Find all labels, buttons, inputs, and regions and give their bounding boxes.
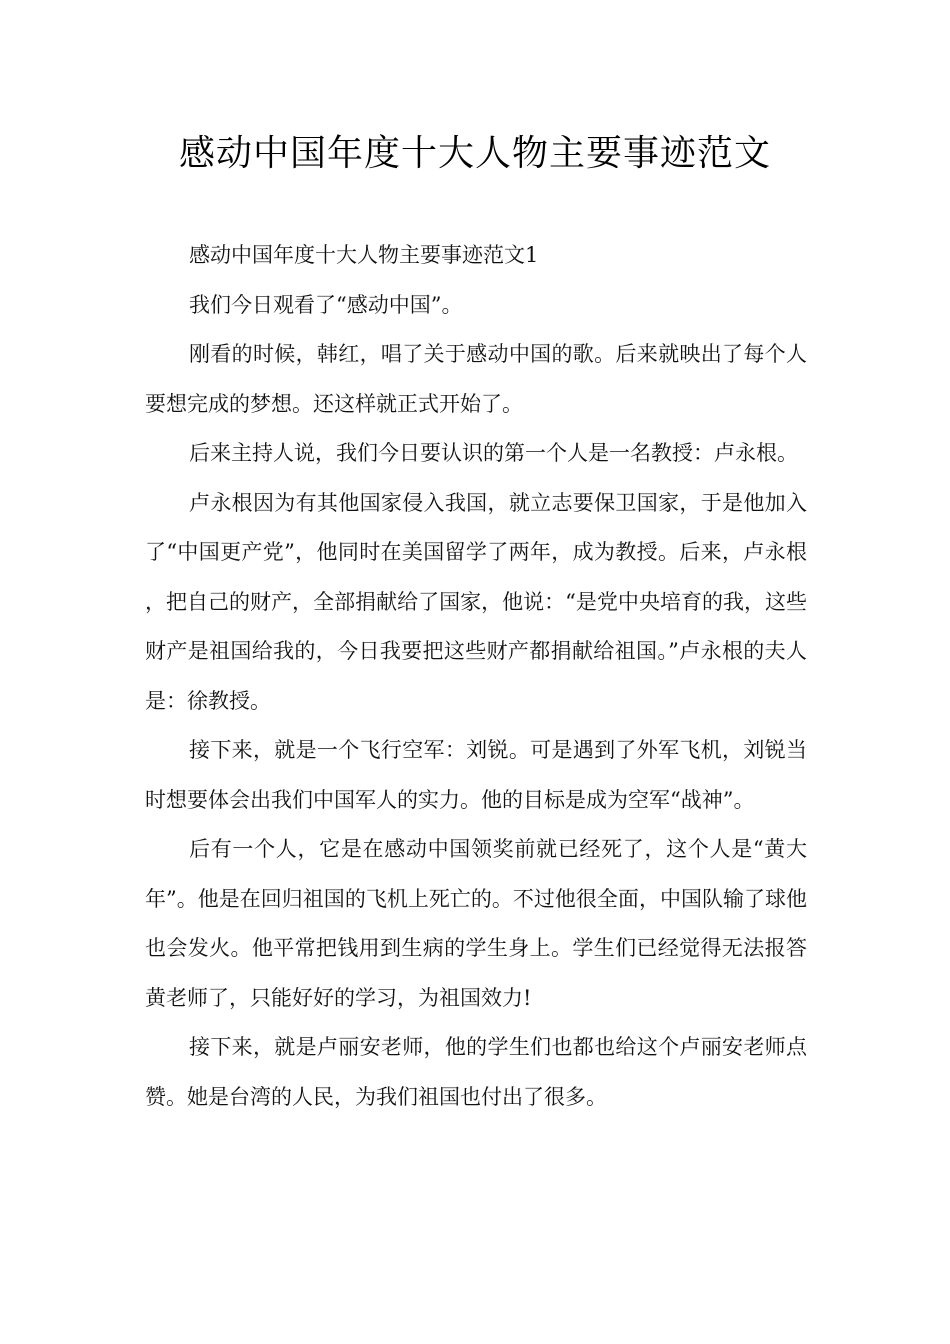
paragraph: 后有一个人，它是在感动中国领奖前就已经死了，这个人是“黄大年”。他是在回归祖国的飞机上死亡的。不过他很全面，中国队输了球他也会发火。他平常把钱用到生病的学生身上。学生们已经觉得无法报答黄老师了，只能好好的学习，为祖国效力!: [145, 837, 807, 1010]
document-title: 感动中国年度十大人物主要事迹范文: [178, 133, 771, 174]
paragraph: 卢永根因为有其他国家侵入我国，就立志要保卫国家，于是他加入了“中国更产党”，他同时在美国留学了两年，成为教授。后来，卢永根，把自己的财产，全部捐献给了国家，他说：“是党中央培育的我，这些财产是祖国给我的，今日我要把这些财产都捐献给祖国。”卢永根的夫人是：徐教授。: [145, 490, 807, 713]
paragraph: 刚看的时候，韩红，唱了关于感动中国的歌。后来就映出了每个人要想完成的梦想。还这样就正式开始了。: [145, 342, 807, 416]
paragraph: 我们今日观看了“感动中国”。: [189, 292, 463, 317]
paragraph-subtitle: 感动中国年度十大人物主要事迹范文1: [189, 243, 539, 267]
paragraph: 接下来，就是一个飞行空军：刘锐。可是遇到了外军飞机，刘锐当时想要体会出我们中国军人的实力。他的目标是成为空军“战神”。: [145, 738, 807, 812]
document-body: [145, 231, 807, 1122]
paragraph: 后来主持人说，我们今日要认识的第一个人是一名教授：卢永根。: [189, 441, 798, 465]
paragraph: 接下来，就是卢丽安老师，他的学生们也都也给这个卢丽安老师点赞。她是台湾的人民，为我们祖国也付出了很多。: [145, 1035, 807, 1109]
